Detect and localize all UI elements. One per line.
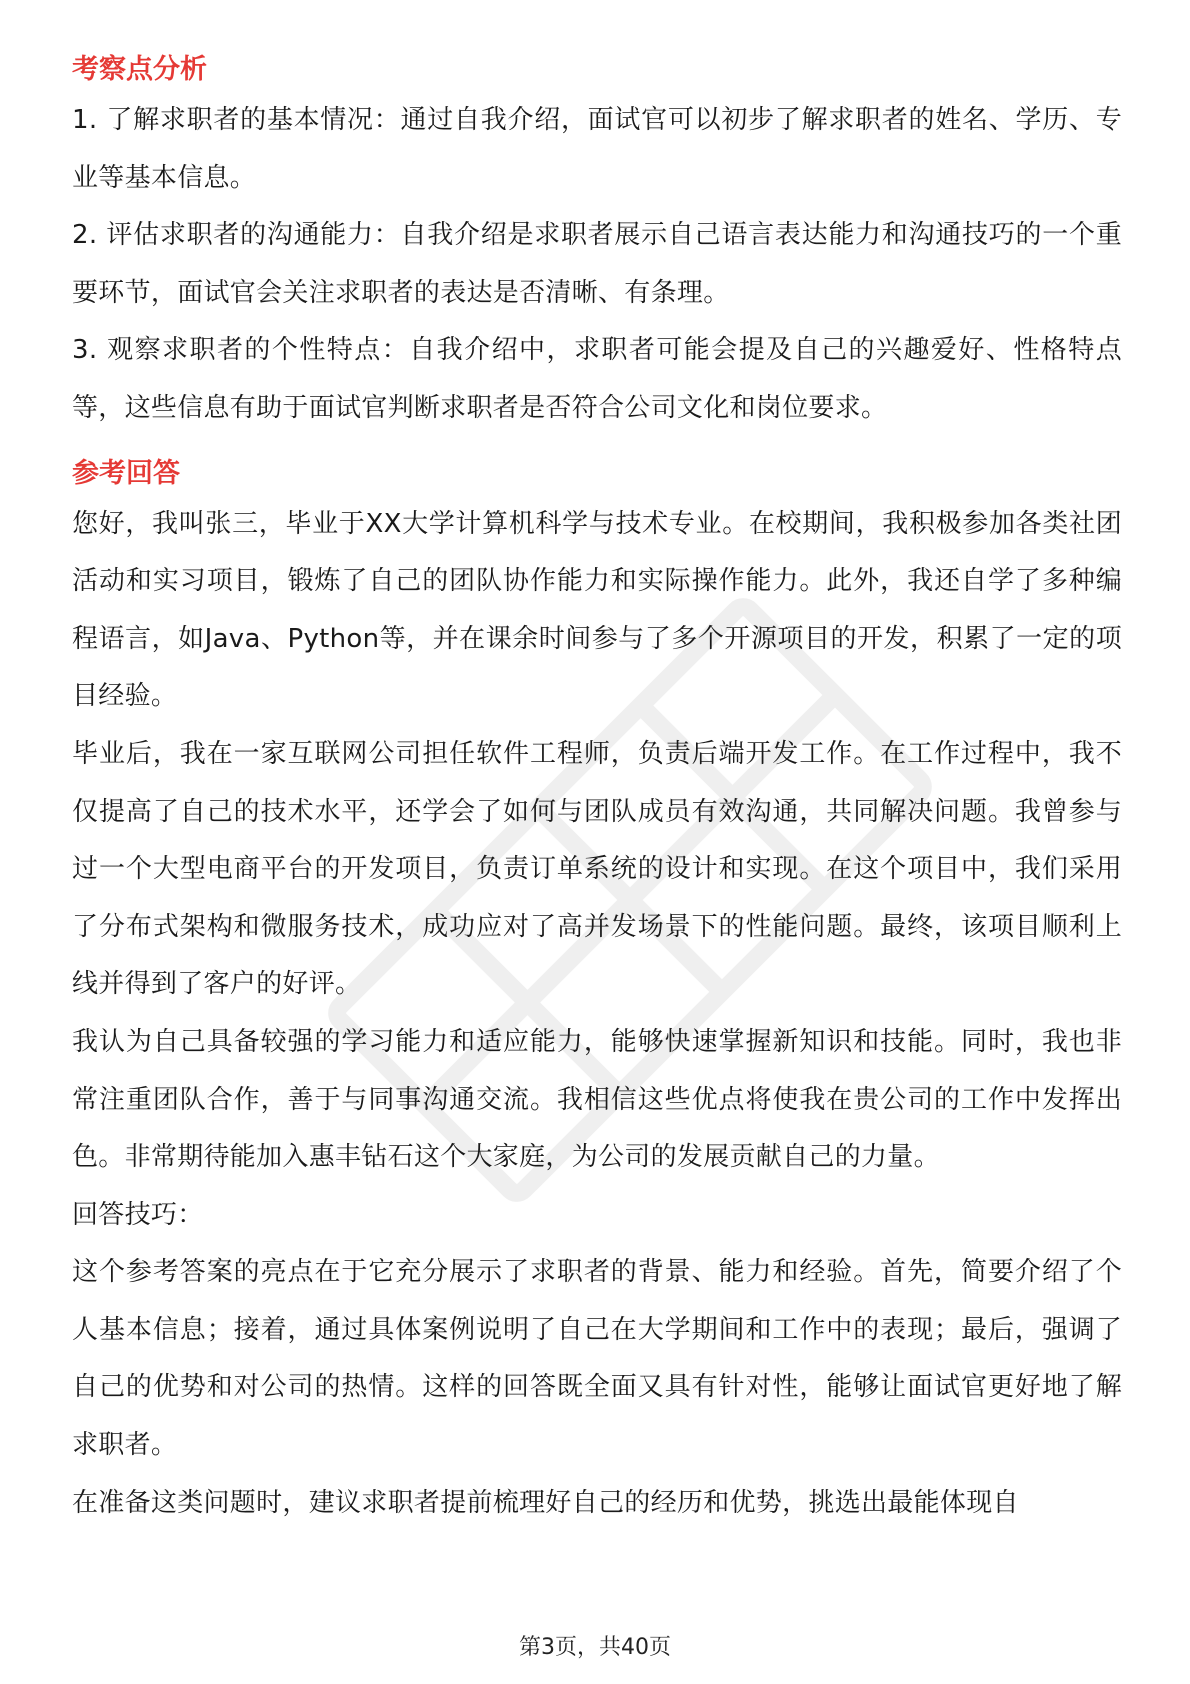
page-number: 第3页，共40页	[519, 1635, 671, 1660]
answer-tips-paragraph-1: 这个参考答案的亮点在于它充分展示了求职者的背景、能力和经验。首先，简要介绍了个人基本信息；接着，通过具体案例说明了自己在大学期间和工作中的表现；最后，强调了自己的优势和对公司的热情。这样的回答既全面又具有针对性，能够让面试官更好地了解求职者。	[72, 1257, 1122, 1461]
analysis-point-2: 2. 评估求职者的沟通能力：自我介绍是求职者展示自己语言表达能力和沟通技巧的一个重要环节，面试官会关注求职者的表达是否清晰、有条理。	[72, 220, 1122, 308]
analysis-point-1: 1. 了解求职者的基本情况：通过自我介绍，面试官可以初步了解求职者的姓名、学历、专业等基本信息。	[72, 105, 1122, 193]
section-title-reference-answer: 参考回答	[72, 457, 180, 489]
answer-paragraph-3: 我认为自己具备较强的学习能力和适应能力，能够快速掌握新知识和技能。同时，我也非常注重团队合作，善于与同事沟通交流。我相信这些优点将使我在贵公司的工作中发挥出色。非常期待能加入惠丰钻石这个大家庭，为公司的发展贡献自己的力量。	[72, 1026, 1122, 1173]
analysis-point-3: 3. 观察求职者的个性特点：自我介绍中，求职者可能会提及自己的兴趣爱好、性格特点等，这些信息有助于面试官判断求职者是否符合公司文化和岗位要求。	[72, 335, 1122, 423]
answer-paragraph-1: 您好，我叫张三，毕业于XX大学计算机科学与技术专业。在校期间，我积极参加各类社团活动和实习项目，锻炼了自己的团队协作能力和实际操作能力。此外，我还自学了多种编程语言，如Java、Python等，并在课余时间参与了多个开源项目的开发，积累了一定的项目经验。	[72, 508, 1122, 712]
document-page	[72, 48, 1122, 1532]
section-title-analysis: 考察点分析	[72, 54, 207, 85]
answer-paragraph-2: 毕业后，我在一家互联网公司担任软件工程师，负责后端开发工作。在工作过程中，我不仅提高了自己的技术水平，还学会了如何与团队成员有效沟通，共同解决问题。我曾参与过一个大型电商平台的开发项目，负责订单系统的设计和实现。在这个项目中，我们采用了分布式架构和微服务技术，成功应对了高并发场景下的性能问题。最终，该项目顺利上线并得到了客户的好评。	[72, 738, 1122, 1000]
answer-tips-paragraph-2: 在准备这类问题时，建议求职者提前梳理好自己的经历和优势，挑选出最能体现自	[72, 1487, 1019, 1518]
answer-tips-heading: 回答技巧：	[72, 1199, 204, 1230]
